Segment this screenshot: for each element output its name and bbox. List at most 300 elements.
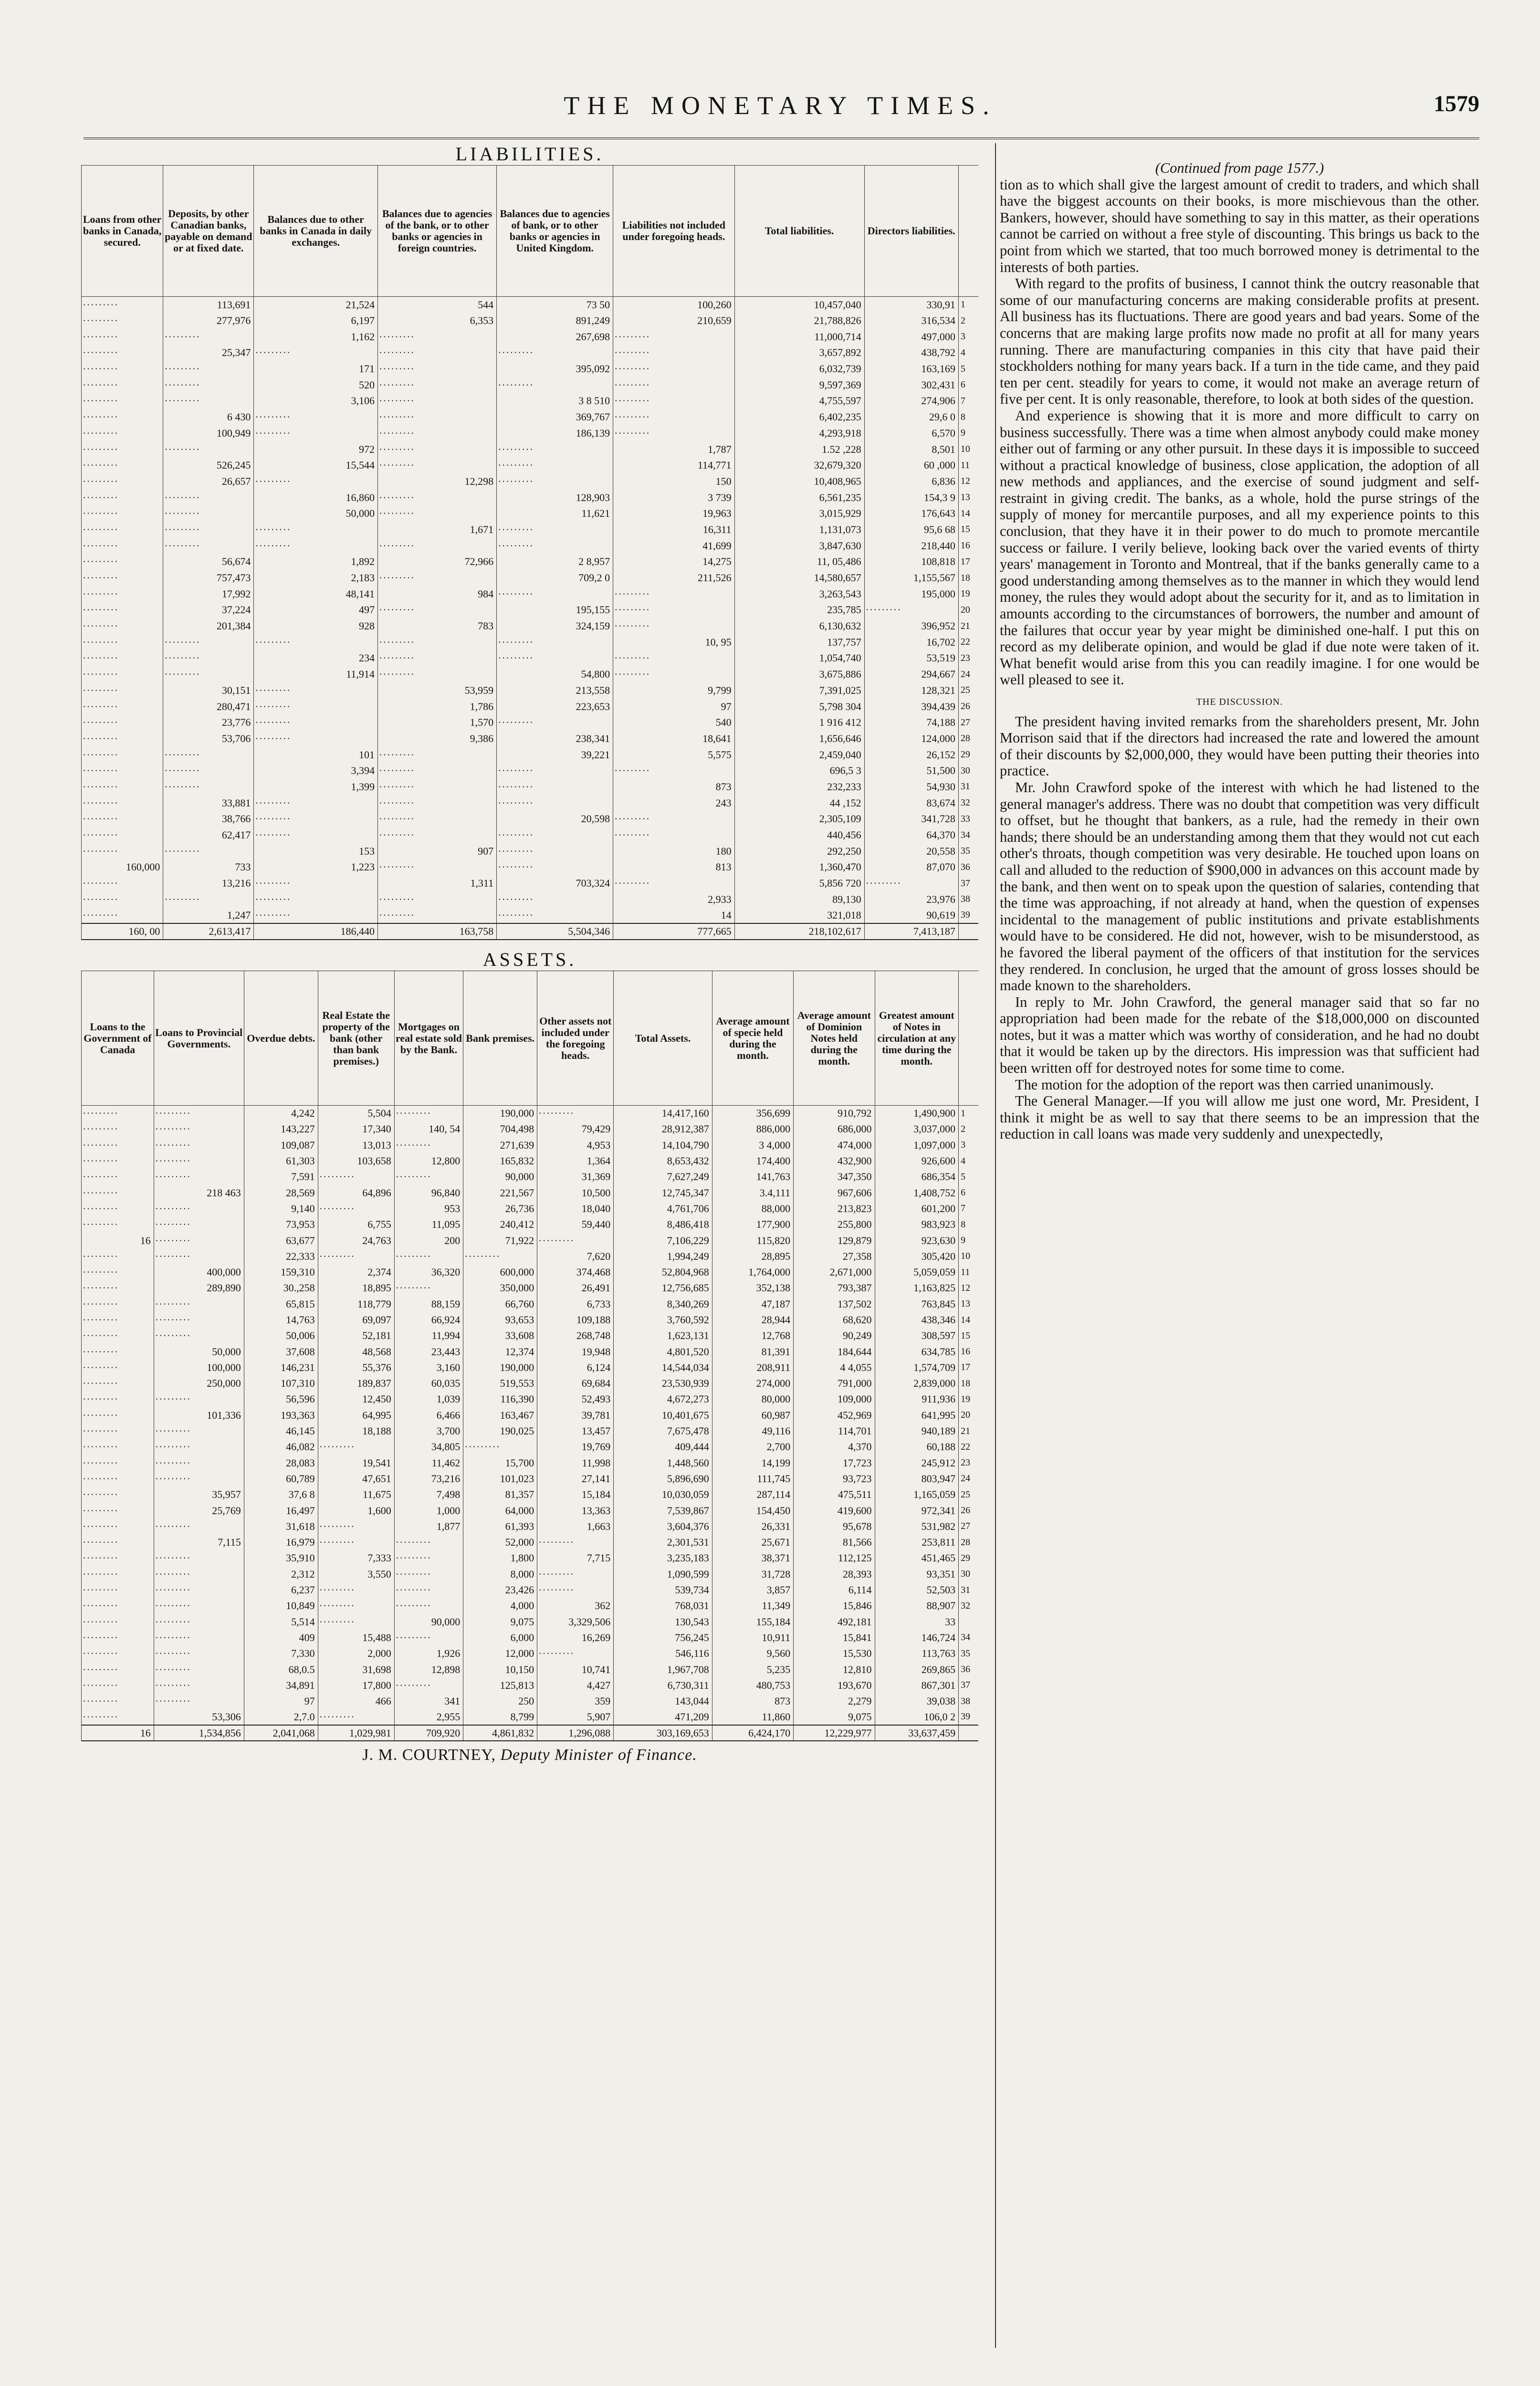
table-cell: 31,369 [537, 1169, 614, 1185]
table-cell: ········· [82, 1662, 154, 1677]
table-cell: 10,401,675 [614, 1407, 712, 1423]
table-cell: 83,674 [864, 795, 958, 811]
signatory-name: J. M. COURTNEY, [362, 1746, 496, 1764]
table-cell: 11,994 [394, 1328, 463, 1344]
table-cell: 16,269 [537, 1630, 614, 1645]
table-cell: 709,920 [394, 1725, 463, 1741]
table-cell: ········· [154, 1106, 244, 1121]
discussion-paragraph: The General Manager.—If you will allow me just one word, Mr. President, I think it might be as well to say that there seems to be an impression that the reduction in call loans was made very suddenly and unexpectedly, [1000, 1093, 1479, 1142]
table-cell: 4,801,520 [614, 1344, 712, 1360]
table-cell: 10,500 [537, 1185, 614, 1201]
table-cell: 255,800 [794, 1217, 875, 1233]
table-cell: 11,998 [537, 1455, 614, 1471]
table-row [82, 1693, 979, 1709]
table-cell: 452,969 [794, 1407, 875, 1423]
table-cell: 544 [377, 297, 496, 313]
table-cell: ········· [377, 377, 496, 393]
table-cell: 923,630 [875, 1233, 959, 1248]
table-row [82, 1137, 979, 1153]
table-cell: 49,116 [712, 1423, 793, 1439]
table-cell: 11,462 [394, 1455, 463, 1471]
table-cell: 321,018 [734, 908, 864, 924]
table-cell: 540 [613, 714, 734, 731]
table-cell: ········· [497, 859, 613, 876]
table-cell: 5,059,059 [875, 1264, 959, 1280]
table-cell: 12,745,347 [614, 1185, 712, 1201]
table-cell: 1,786 [377, 699, 496, 715]
table-cell: 113,691 [163, 297, 254, 313]
table-cell: 12,374 [463, 1344, 537, 1360]
row-number: 15 [958, 522, 978, 538]
table-cell: ········· [82, 1646, 154, 1662]
table-cell: 686,354 [875, 1169, 959, 1185]
table-cell: ········· [613, 345, 734, 361]
table-cell: ········· [377, 908, 496, 924]
table-cell: 35,910 [244, 1550, 318, 1566]
table-cell: 23,976 [864, 891, 958, 908]
row-number: 13 [958, 490, 978, 506]
table-row [82, 1185, 979, 1201]
table-cell: 308,597 [875, 1328, 959, 1344]
table-cell: 6,570 [864, 425, 958, 441]
table-cell: 287,114 [712, 1487, 793, 1503]
table-cell: 128,321 [864, 682, 958, 699]
table-cell: 28,393 [794, 1566, 875, 1582]
table-cell: 11,621 [497, 505, 613, 522]
table-cell: 163,169 [864, 361, 958, 377]
table-cell: 31,698 [318, 1662, 394, 1677]
table-cell: 16,311 [613, 522, 734, 538]
table-cell: 13,216 [163, 875, 254, 891]
table-cell: 184,644 [794, 1344, 875, 1360]
table-cell: 213,558 [497, 682, 613, 699]
table-row [82, 586, 979, 602]
table-cell: 47,187 [712, 1296, 793, 1312]
table-cell: 5,856 720 [734, 875, 864, 891]
row-number: 32 [959, 1598, 978, 1614]
table-cell: 109,087 [244, 1137, 318, 1153]
table-cell: 5,798 304 [734, 699, 864, 715]
table-cell: ········· [318, 1582, 394, 1598]
table-cell: ········· [394, 1630, 463, 1645]
table-cell: 89,130 [734, 891, 864, 908]
table-cell: ········· [82, 1312, 154, 1328]
table-row [82, 1233, 979, 1248]
table-cell: ········· [82, 763, 163, 779]
table-cell: ········· [613, 811, 734, 827]
table-cell: 867,301 [875, 1677, 959, 1693]
table-cell: 6,353 [377, 313, 496, 329]
table-cell: ········· [163, 441, 254, 458]
table-cell: 221,567 [463, 1185, 537, 1201]
table-cell: 193,363 [244, 1407, 318, 1423]
table-cell: ········· [154, 1598, 244, 1614]
table-cell: 520 [254, 377, 378, 393]
table-cell: ········· [864, 602, 958, 618]
table-cell: 88,907 [875, 1598, 959, 1614]
table-cell: 4,953 [537, 1137, 614, 1153]
row-number: 21 [959, 1423, 978, 1439]
table-cell: 14,763 [244, 1312, 318, 1328]
table-cell: 26,331 [712, 1518, 793, 1534]
table-cell: 137,502 [794, 1296, 875, 1312]
table-cell: 1,800 [463, 1550, 537, 1566]
row-number: 33 [958, 811, 978, 827]
table-cell: ········· [163, 490, 254, 506]
table-cell: 1,764,000 [712, 1264, 793, 1280]
table-cell: ········· [318, 1598, 394, 1614]
table-cell: 10, 95 [613, 634, 734, 650]
table-row [82, 666, 979, 682]
table-cell: ········· [377, 891, 496, 908]
table-cell: 64,995 [318, 1407, 394, 1423]
table-cell: 90,000 [394, 1614, 463, 1630]
table-cell: 11,914 [254, 666, 378, 682]
table-cell: ········· [82, 1439, 154, 1455]
table-cell: 33,637,459 [875, 1725, 959, 1741]
table-cell: 15,184 [537, 1487, 614, 1503]
table-row [82, 409, 979, 425]
table-cell: 5,907 [537, 1709, 614, 1725]
table-cell: 7,330 [244, 1646, 318, 1662]
table-cell: 35,957 [154, 1487, 244, 1503]
table-cell: ········· [82, 1344, 154, 1360]
table-cell: 53,706 [163, 731, 254, 747]
table-row [82, 490, 979, 506]
table-cell: ········· [163, 763, 254, 779]
table-cell: 1,054,740 [734, 650, 864, 667]
table-cell: 101 [254, 747, 378, 763]
table-cell: 2,312 [244, 1566, 318, 1582]
table-cell: 6,124 [537, 1360, 614, 1375]
column-header: Balances due to other banks in Canada in daily exchanges. [254, 166, 378, 297]
table-cell: 6,561,235 [734, 490, 864, 506]
table-cell: 61,303 [244, 1153, 318, 1169]
table-cell: ········· [497, 457, 613, 473]
table-cell: 153 [254, 843, 378, 859]
row-number: 37 [959, 1677, 978, 1693]
table-cell: 56,674 [163, 554, 254, 570]
table-cell: 50,000 [154, 1344, 244, 1360]
table-cell: ········· [394, 1280, 463, 1296]
table-cell: 39,781 [537, 1407, 614, 1423]
row-number: 2 [958, 313, 978, 329]
table-cell: 33,608 [463, 1328, 537, 1344]
table-cell: 5,575 [613, 747, 734, 763]
table-cell: ········· [613, 409, 734, 425]
table-cell: ········· [154, 1137, 244, 1153]
table-cell: ········· [394, 1550, 463, 1566]
table-cell: 6,130,632 [734, 618, 864, 634]
table-cell: 37,6 8 [244, 1487, 318, 1503]
table-cell: 213,823 [794, 1201, 875, 1216]
table-cell: 2,839,000 [875, 1376, 959, 1392]
table-cell: ········· [154, 1518, 244, 1534]
total-row [82, 923, 979, 940]
table-cell: 3,604,376 [614, 1518, 712, 1534]
table-cell: 73,216 [394, 1471, 463, 1486]
table-cell: ········· [254, 827, 378, 843]
table-cell: ········· [497, 714, 613, 731]
table-cell: 34,891 [244, 1677, 318, 1693]
table-cell: ········· [154, 1153, 244, 1169]
table-cell: ········· [82, 1582, 154, 1598]
table-cell: 60,987 [712, 1407, 793, 1423]
table-cell: ········· [154, 1677, 244, 1693]
table-cell: 60,035 [394, 1376, 463, 1392]
table-cell: ········· [497, 473, 613, 490]
discussion-body [1000, 713, 1479, 1142]
table-cell: 243 [613, 795, 734, 811]
table-row [82, 554, 979, 570]
table-cell: 2,933 [613, 891, 734, 908]
row-number: 24 [958, 666, 978, 682]
table-cell: 7,591 [244, 1169, 318, 1185]
table-cell: 5,235 [712, 1662, 793, 1677]
table-cell: 64,896 [318, 1185, 394, 1201]
row-number: 14 [959, 1312, 978, 1328]
table-row [82, 891, 979, 908]
column-header: Loans to Provincial Governments. [154, 971, 244, 1106]
table-cell: 28,569 [244, 1185, 318, 1201]
table-cell: 137,757 [734, 634, 864, 650]
table-cell: ········· [254, 522, 378, 538]
table-cell: ········· [163, 538, 254, 554]
table-row [82, 1503, 979, 1518]
discussion-paragraph: The president having invited remarks from the shareholders present, Mr. John Morrison said that if the directors had increased the rate and lowered the amount of their discounts by $2,000,000, they would have been putting their theories into practice. [1000, 713, 1479, 779]
table-cell: 87,070 [864, 859, 958, 876]
row-number: 1 [959, 1106, 978, 1121]
table-cell: 519,553 [463, 1376, 537, 1392]
table-cell: ········· [163, 634, 254, 650]
table-cell: ········· [82, 795, 163, 811]
table-cell: ········· [254, 875, 378, 891]
table-cell: 20,558 [864, 843, 958, 859]
table-cell: 1,448,560 [614, 1455, 712, 1471]
table-cell: 12,898 [394, 1662, 463, 1677]
row-number: 19 [958, 586, 978, 602]
table-cell: 7,620 [537, 1248, 614, 1264]
table-cell: 3,235,183 [614, 1550, 712, 1566]
table-row [82, 779, 979, 795]
table-cell: ········· [82, 1217, 154, 1233]
table-cell: 6,237 [244, 1582, 318, 1598]
table-cell: 81,566 [794, 1535, 875, 1550]
table-cell: 115,820 [712, 1233, 793, 1248]
table-cell: ········· [537, 1566, 614, 1582]
table-cell: 64,000 [463, 1503, 537, 1518]
table-cell: 7,413,187 [864, 923, 958, 940]
table-cell: ········· [82, 1280, 154, 1296]
table-cell: 9,799 [613, 682, 734, 699]
table-cell: 97 [244, 1693, 318, 1709]
table-row [82, 345, 979, 361]
table-cell: ········· [82, 1677, 154, 1693]
table-cell: ········· [377, 329, 496, 345]
table-cell: 100,000 [154, 1360, 244, 1375]
table-cell: 240,412 [463, 1217, 537, 1233]
table-cell: ········· [377, 666, 496, 682]
table-cell: ········· [154, 1662, 244, 1677]
table-cell: 2,183 [254, 570, 378, 586]
table-cell: 190,000 [463, 1106, 537, 1121]
table-cell: ········· [82, 1471, 154, 1486]
table-cell: ········· [154, 1248, 244, 1264]
table-cell: 2,7.0 [244, 1709, 318, 1725]
table-cell: 601,200 [875, 1201, 959, 1216]
table-cell: 471,209 [614, 1709, 712, 1725]
table-cell: 31,618 [244, 1518, 318, 1534]
table-cell: 33,881 [163, 795, 254, 811]
table-cell: 12,298 [377, 473, 496, 490]
table-cell: 48,141 [254, 586, 378, 602]
table-cell: ········· [82, 1106, 154, 1121]
table-cell: 28,895 [712, 1248, 793, 1264]
table-cell: ········· [82, 1153, 154, 1169]
total-row [82, 1725, 979, 1741]
table-cell: 234 [254, 650, 378, 667]
table-cell: ········· [318, 1518, 394, 1534]
table-cell: ········· [613, 329, 734, 345]
liabilities-table [81, 165, 978, 940]
table-row [82, 714, 979, 731]
table-cell: ········· [613, 586, 734, 602]
table-cell: ········· [864, 875, 958, 891]
table-cell: ········· [154, 1566, 244, 1582]
table-cell: ········· [254, 634, 378, 650]
table-cell: 17,723 [794, 1455, 875, 1471]
table-row [82, 682, 979, 699]
table-row [82, 1376, 979, 1392]
article-paragraph: And experience is showing that it is more and more difficult to carry on business successfully. There was a time when almost anybody could make money either out of farming or any other pursuit. In these days it is impossible to succeed without a practical knowledge of business, close application, the adoption of all new methods and appliances, and the exercise of sound judgment and self-restraint in giving credit. The banks, as a whole, hold the purse strings of the supply of money for mercantile purposes, and all my experience points to this conclusion, that they have it in their power to do much to promote mercantile success or failure. I verily believe, looking back over the varied events of thirty years' management in Toronto and Montreal, that if the banks generally came to a good understanding among themselves as to the manner in which they would lend money, the rules they would adopt about the security for it, and as to limitation in amounts according to the circumstances of borrowers, the number and amount of the failures that occur year by year might be diminished one-half. I put this on record as my deliberate opinion, and would be glad if due note were taken of it. What benefit would arise from this you can readily imagine. I for one would be well pleased to see it. [1000, 407, 1479, 688]
table-row [82, 1471, 979, 1486]
table-cell: 46,082 [244, 1439, 318, 1455]
table-cell: 163,467 [463, 1407, 537, 1423]
table-cell: 93,653 [463, 1312, 537, 1328]
table-cell: 34,805 [394, 1439, 463, 1455]
row-number: 12 [959, 1280, 978, 1296]
table-cell: 118,779 [318, 1296, 394, 1312]
table-cell: ········· [377, 747, 496, 763]
table-cell: ········· [377, 570, 496, 586]
table-cell: 5,504 [318, 1106, 394, 1121]
row-number: 4 [958, 345, 978, 361]
table-cell: ········· [82, 1121, 154, 1137]
table-cell: 3,037,000 [875, 1121, 959, 1137]
table-cell: 171 [254, 361, 378, 377]
row-number: 28 [959, 1535, 978, 1550]
table-cell: 59,440 [537, 1217, 614, 1233]
table-cell: 19,541 [318, 1455, 394, 1471]
table-cell: 103,658 [318, 1153, 394, 1169]
table-cell: 440,456 [734, 827, 864, 843]
table-cell: 438,346 [875, 1312, 959, 1328]
table-cell: ········· [394, 1137, 463, 1153]
table-cell: ········· [318, 1169, 394, 1185]
table-cell: 709,2 0 [497, 570, 613, 586]
page-header [81, 91, 1479, 134]
table-cell: 6 430 [163, 409, 254, 425]
table-row [82, 747, 979, 763]
table-cell: 277,976 [163, 313, 254, 329]
table-cell: ········· [377, 425, 496, 441]
table-cell: ········· [82, 1137, 154, 1153]
table-cell: 7,715 [537, 1550, 614, 1566]
table-cell: 52,804,968 [614, 1264, 712, 1280]
table-cell: 26,657 [163, 473, 254, 490]
column-header: Bank premises. [463, 971, 537, 1106]
table-cell: 1,364 [537, 1153, 614, 1169]
table-row [82, 827, 979, 843]
table-cell: ········· [254, 714, 378, 731]
table-cell: 6,730,311 [614, 1677, 712, 1693]
table-cell: 16,860 [254, 490, 378, 506]
table-cell: ········· [82, 1169, 154, 1185]
table-cell: ········· [154, 1614, 244, 1630]
table-cell: ········· [82, 1296, 154, 1312]
table-cell: 52,503 [875, 1582, 959, 1598]
table-cell: 634,785 [875, 1344, 959, 1360]
table-cell: 4,000 [463, 1598, 537, 1614]
table-cell: 12,810 [794, 1662, 875, 1677]
table-cell: ········· [82, 441, 163, 458]
table-cell: 1,656,646 [734, 731, 864, 747]
table-cell: ········· [82, 554, 163, 570]
table-row [82, 859, 979, 876]
table-cell: 409,444 [614, 1439, 712, 1455]
table-cell: 3 739 [613, 490, 734, 506]
table-cell: ········· [82, 522, 163, 538]
table-cell: 113,763 [875, 1646, 959, 1662]
table-cell: 7,627,249 [614, 1169, 712, 1185]
table-cell: 44 ,152 [734, 795, 864, 811]
signatory-title: Deputy Minister of Finance. [500, 1746, 697, 1764]
table-cell: 3.4,111 [712, 1185, 793, 1201]
table-cell: ········· [377, 409, 496, 425]
row-number: 31 [958, 779, 978, 795]
table-cell: ········· [82, 650, 163, 667]
table-cell: 1,408,752 [875, 1185, 959, 1201]
table-cell: 24,763 [318, 1233, 394, 1248]
table-cell: 374,468 [537, 1264, 614, 1280]
table-row [82, 1487, 979, 1503]
table-cell: 16 [82, 1233, 154, 1248]
table-cell: 238,341 [497, 731, 613, 747]
row-number: 11 [958, 457, 978, 473]
table-cell: 1,247 [163, 908, 254, 924]
table-cell: 195,155 [497, 602, 613, 618]
table-row [82, 505, 979, 522]
table-cell: 11,860 [712, 1709, 793, 1725]
table-cell: 11,095 [394, 1217, 463, 1233]
row-number: 7 [959, 1201, 978, 1216]
table-cell: 1,223 [254, 859, 378, 876]
row-number: 6 [958, 377, 978, 393]
table-row [82, 875, 979, 891]
table-cell: 68,0.5 [244, 1662, 318, 1677]
table-cell: ········· [154, 1233, 244, 1248]
table-cell: 8,799 [463, 1709, 537, 1725]
table-row [82, 1360, 979, 1375]
table-cell: 9,386 [377, 731, 496, 747]
column-header: Directors liabilities. [864, 166, 958, 297]
row-number: 39 [959, 1709, 978, 1725]
row-number-header [958, 166, 978, 297]
table-cell: 189,837 [318, 1376, 394, 1392]
table-cell: 803,947 [875, 1471, 959, 1486]
table-cell: 3,106 [254, 393, 378, 409]
table-cell: ········· [154, 1169, 244, 1185]
